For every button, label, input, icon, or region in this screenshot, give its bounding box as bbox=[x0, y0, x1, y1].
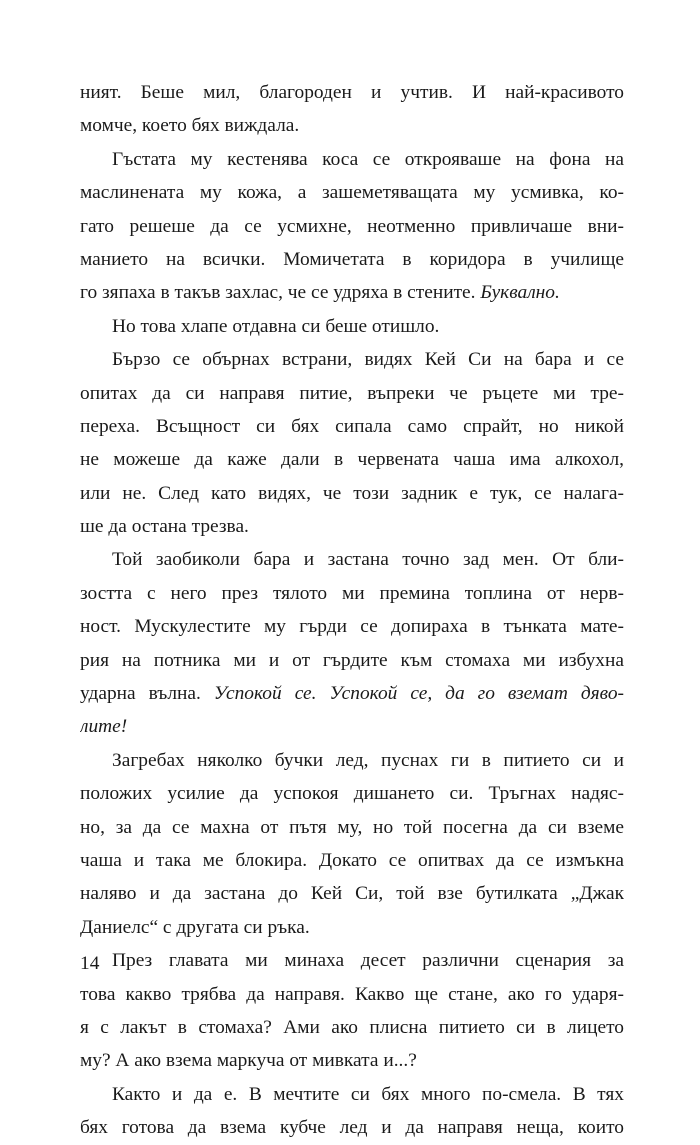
text-line bbox=[80, 777, 624, 810]
text-line-content: Но това хлапе отдавна си беше отишло. bbox=[112, 315, 440, 337]
text-line-content: Даниелс“ с другата си ръка. bbox=[80, 916, 310, 938]
text-line-content: момче, което бях виждала. bbox=[80, 115, 300, 137]
text-line-content: ност. Мускулестите му гърди се допираха в тънката мате- bbox=[80, 616, 624, 638]
text-line bbox=[80, 510, 624, 543]
text-line bbox=[80, 944, 624, 977]
text-line bbox=[80, 176, 624, 209]
text-line-content: През главата ми минаха десет различни сценария за bbox=[112, 950, 624, 972]
text-line-content: чаша и така ме блокира. Докато се опитвах да се измъкна bbox=[80, 849, 624, 871]
text-line bbox=[80, 410, 624, 443]
text-line bbox=[80, 377, 624, 410]
text-line-content: опитах да си направя питие, въпреки че ръцете ми тре- bbox=[80, 382, 624, 404]
text-line-content: рия на потника ми и от гърдите към стомаха ми избухна bbox=[80, 649, 624, 671]
text-line-content: положих усилие да успокоя дишането си. Тръгнах надяс- bbox=[80, 783, 624, 805]
text-line bbox=[80, 143, 624, 176]
text-line-content: това какво трябва да направя. Какво ще стане, ако го ударя- bbox=[80, 983, 624, 1005]
text-line-content: манието на всички. Момичетата в коридора в училище bbox=[80, 248, 624, 270]
text-line bbox=[80, 610, 624, 643]
text-line-content: не можеше да каже дали в червената чаша има алкохол, bbox=[80, 449, 624, 471]
text-line bbox=[80, 443, 624, 476]
text-line bbox=[80, 243, 624, 276]
text-line bbox=[80, 109, 624, 142]
text-line-content: гато решеше да се усмихне, неотменно привличаше вни- bbox=[80, 215, 624, 237]
text-line-content: ше да остана трезва. bbox=[80, 516, 249, 538]
page-number: 14 bbox=[80, 953, 100, 974]
text-line-italic: Успокой се. Успокой се, да го вземат дяво- bbox=[200, 683, 624, 705]
text-line-italic: Буквално. bbox=[475, 282, 560, 304]
text-line-content: Загребах няколко бучки лед, пуснах ги в питието си и bbox=[112, 749, 624, 771]
text-line bbox=[80, 844, 624, 877]
text-line-italic: лите! bbox=[80, 716, 128, 738]
page-body bbox=[80, 76, 624, 1145]
text-line bbox=[80, 644, 624, 677]
text-line-content: Както и да е. В мечтите си бях много по-смела. В тях bbox=[112, 1083, 624, 1105]
text-line bbox=[80, 877, 624, 910]
text-line-content: бях готова да взема кубче лед и да направя неща, които bbox=[80, 1117, 624, 1139]
text-line bbox=[80, 210, 624, 243]
text-line-content: или не. След като видях, че този задник е тук, се налага- bbox=[80, 482, 624, 504]
text-line-content: но, за да се махна от пътя му, но той посегна да си вземе bbox=[80, 816, 624, 838]
text-line bbox=[80, 710, 624, 743]
text-line-content: ният. Беше мил, благороден и учтив. И най-красивото bbox=[80, 82, 624, 103]
text-line bbox=[80, 310, 624, 343]
text-line-content: Той заобиколи бара и застана точно зад мен. От бли- bbox=[112, 549, 624, 571]
text-line bbox=[80, 677, 624, 710]
text-line bbox=[80, 1111, 624, 1144]
text-line bbox=[80, 577, 624, 610]
text-line-content: го зяпаха в такъв захлас, че се удряха в стените. bbox=[80, 282, 476, 304]
text-line bbox=[80, 1044, 624, 1077]
text-line-content: маслинената му кожа, а зашеметяващата му усмивка, ко- bbox=[80, 182, 624, 204]
text-line-content: Бързо се обърнах встрани, видях Кей Си на бара и се bbox=[112, 349, 624, 371]
text-line-content: наляво и да застана до Кей Си, той взе бутилката „Джак bbox=[80, 883, 624, 905]
text-line bbox=[80, 1078, 624, 1111]
text-line bbox=[80, 543, 624, 576]
text-line-content: переха. Всъщност си бях сипала само спрайт, но никой bbox=[80, 415, 624, 437]
text-line bbox=[80, 477, 624, 510]
text-line bbox=[80, 276, 624, 309]
text-line bbox=[80, 978, 624, 1011]
text-line-content: му? А ако взема маркуча от мивката и...? bbox=[80, 1050, 417, 1072]
text-line-content: ударна вълна. bbox=[80, 683, 201, 705]
text-line bbox=[80, 343, 624, 376]
text-line bbox=[80, 76, 624, 109]
text-line-content: зостта с него през тялото ми премина топлина от нерв- bbox=[80, 582, 624, 604]
text-line bbox=[80, 744, 624, 777]
text-line-content: Гъстата му кестенява коса се открояваше на фона на bbox=[112, 148, 624, 170]
text-line bbox=[80, 811, 624, 844]
text-line bbox=[80, 911, 624, 944]
text-line-content: я с лакът в стомаха? Ами ако плисна питието си в лицето bbox=[80, 1016, 624, 1038]
